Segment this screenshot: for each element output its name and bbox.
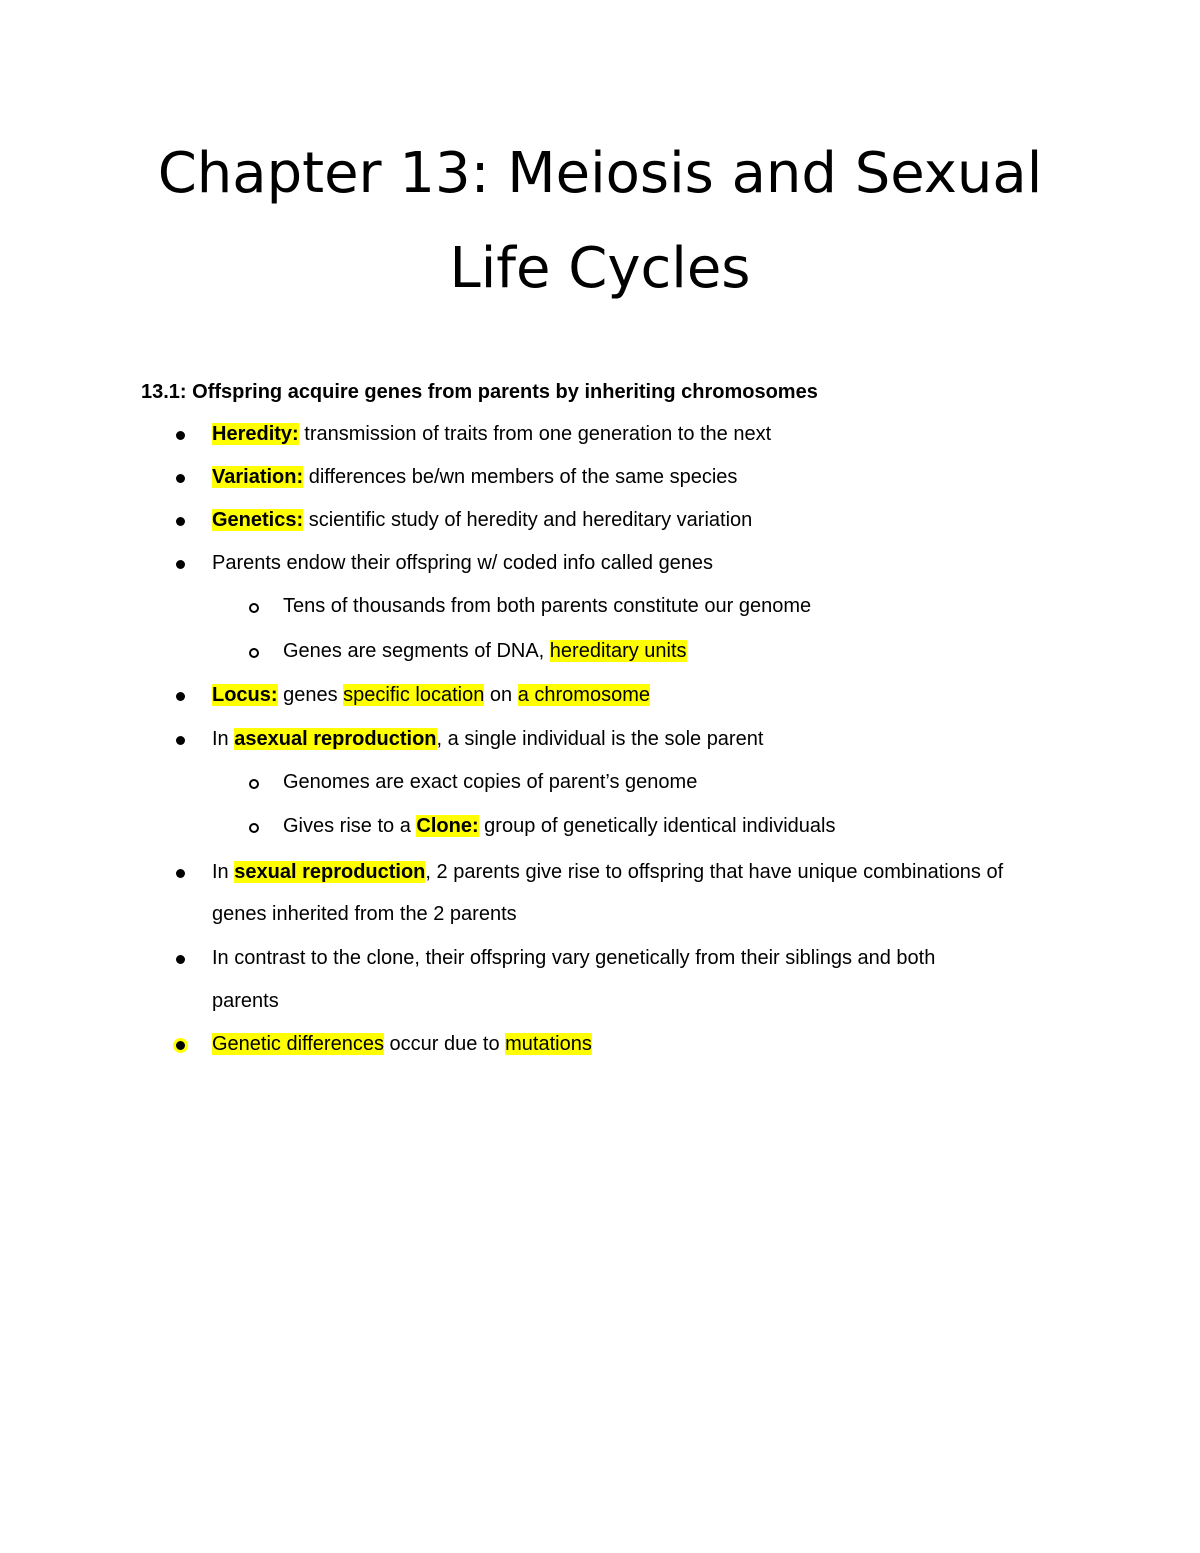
term-locus: Locus: — [212, 684, 278, 706]
list-item-locus — [212, 680, 650, 710]
term-variation: Variation: — [212, 466, 304, 488]
clone-text-2: group of genetically identical individuals — [478, 815, 836, 837]
highlight-hereditary-units: hereditary units — [549, 640, 687, 662]
list-item-genetic-differences — [212, 1029, 592, 1059]
highlight-a-chromosome: a chromosome — [517, 684, 650, 706]
list-item-variation — [212, 462, 737, 492]
bullet-icon — [176, 869, 185, 878]
sexual-text-1: In — [212, 861, 235, 883]
bullet-icon — [176, 955, 185, 964]
definition-variation: differences be/wn members of the same species — [303, 466, 738, 488]
highlight-genetic-differences: Genetic differences — [212, 1033, 384, 1055]
definition-heredity: transmission of traits from one generation to the next — [298, 423, 772, 445]
bullet-icon — [176, 560, 185, 569]
definition-genetics: scientific study of heredity and hereditary variation — [303, 509, 753, 531]
term-genetics: Genetics: — [212, 509, 304, 531]
highlight-clone: Clone: — [416, 815, 479, 837]
highlight-asexual-reproduction: asexual reproduction — [234, 728, 437, 750]
list-item-genetics — [212, 505, 752, 535]
asexual-text-1: In — [212, 728, 235, 750]
bullet-icon — [176, 474, 185, 483]
page-title-line-2: Life Cycles — [449, 236, 751, 301]
sub-item-genomes: Genomes are exact copies of parent’s genome — [283, 771, 698, 793]
section-heading: 13.1: Offspring acquire genes from parents by inheriting chromosomes — [141, 381, 818, 403]
hollow-bullet-icon — [249, 823, 259, 833]
list-item-contrast: In contrast to the clone, their offspring vary genetically from their siblings and both — [212, 947, 936, 969]
list-item-contrast-continued: parents — [212, 990, 279, 1012]
highlight-sexual-reproduction: sexual reproduction — [234, 861, 426, 883]
sexual-text-2: , 2 parents give rise to offspring that have unique combinations of — [425, 861, 1004, 883]
hollow-bullet-icon — [249, 779, 259, 789]
page-title-line-1: Chapter 13: Meiosis and Sexual — [157, 141, 1043, 206]
asexual-text-2: , a single individual is the sole parent — [436, 728, 764, 750]
locus-text-1: genes — [277, 684, 344, 706]
list-item-sexual — [212, 857, 1003, 887]
list-item-parents: Parents endow their offspring w/ coded info called genes — [212, 552, 714, 574]
list-item-sexual-continued: genes inherited from the 2 parents — [212, 903, 517, 925]
bullet-icon — [176, 692, 185, 701]
sub-item-tens-of-thousands: Tens of thousands from both parents constitute our genome — [283, 595, 812, 617]
bullet-icon — [176, 1041, 185, 1050]
list-item-asexual — [212, 724, 763, 754]
clone-text-1: Gives rise to a — [283, 815, 417, 837]
sub-item-genes-segments — [283, 636, 687, 666]
hollow-bullet-icon — [249, 648, 259, 658]
differences-text: occur due to — [383, 1033, 506, 1055]
bullet-icon — [176, 736, 185, 745]
segments-text: Genes are segments of DNA, — [283, 640, 550, 662]
highlight-specific-location: specific location — [343, 684, 485, 706]
hollow-bullet-icon — [249, 603, 259, 613]
sub-item-clone — [283, 811, 836, 841]
highlight-mutations: mutations — [505, 1033, 592, 1055]
list-item-heredity — [212, 419, 771, 449]
term-heredity: Heredity: — [212, 423, 299, 445]
bullet-icon — [176, 431, 185, 440]
locus-text-2: on — [484, 684, 518, 706]
bullet-icon — [176, 517, 185, 526]
